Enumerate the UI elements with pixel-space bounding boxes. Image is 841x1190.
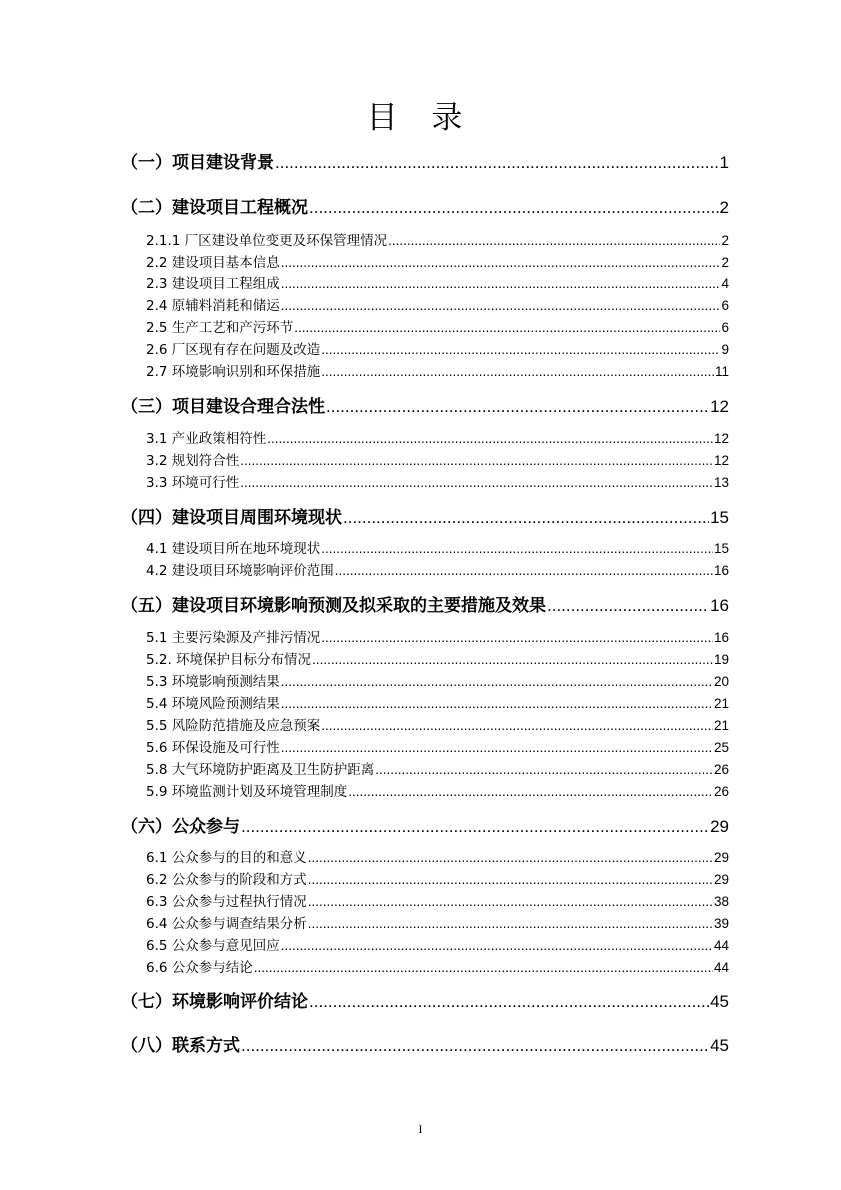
toc-entry-label: 6.2 公众参与的阶段和方式 <box>146 872 307 888</box>
toc-entry-label: 6.4 公众参与调查结果分析 <box>146 916 307 932</box>
toc-entry-page: 16 <box>713 630 729 645</box>
toc-leader-dots <box>321 342 720 357</box>
toc-chapter-entry[interactable] <box>121 193 729 218</box>
toc-entry-page: 21 <box>713 696 729 711</box>
toc-leader-dots <box>321 718 713 733</box>
toc-entry-label: 5.2. 环境保护目标分布情况 <box>146 652 312 668</box>
toc-entry-label: 5.4 环境风险预测结果 <box>146 696 280 712</box>
toc-leader-dots <box>281 674 713 689</box>
toc-section-entry[interactable] <box>146 316 729 336</box>
toc-leader-dots <box>348 784 713 799</box>
toc-leader-dots <box>309 992 709 1012</box>
toc-entry-page: 9 <box>721 342 729 357</box>
toc-leader-dots <box>308 850 713 865</box>
toc-entry-label: 2.6 厂区现有存在问题及改造 <box>146 342 321 358</box>
toc-leader-dots <box>267 431 713 446</box>
toc-entry-page: 16 <box>713 563 729 578</box>
toc-section-entry[interactable] <box>146 272 729 292</box>
toc-section-entry[interactable] <box>146 758 729 778</box>
toc-section-entry[interactable] <box>146 714 729 734</box>
toc-entry-label: 4.1 建设项目所在地环境现状 <box>146 541 321 557</box>
toc-leader-dots <box>281 298 721 313</box>
toc-leader-dots <box>547 596 709 616</box>
toc-entry-label: 6.5 公众参与意见回应 <box>146 938 280 954</box>
toc-entry-page: 1 <box>719 153 729 172</box>
toc-leader-dots <box>343 508 709 528</box>
toc-entry-page: 29 <box>713 850 729 865</box>
toc-entry-label: 5.9 环境监测计划及环境管理制度 <box>146 784 348 800</box>
toc-section-entry[interactable] <box>146 780 729 800</box>
toc-title: 目 录 <box>366 100 475 136</box>
toc-chapter-entry[interactable] <box>121 591 729 616</box>
toc-leader-dots <box>275 153 719 173</box>
toc-section-entry[interactable] <box>146 449 729 469</box>
toc-leader-dots <box>240 453 713 468</box>
toc-entry-label: 4.2 建设项目环境影响评价范围 <box>146 563 334 579</box>
toc-entry-label: （三）项目建设合理合法性 <box>121 397 325 417</box>
toc-leader-dots <box>308 916 713 931</box>
toc-section-entry[interactable] <box>146 912 729 932</box>
toc-leader-dots <box>308 872 713 887</box>
toc-entry-label: 2.2 建设项目基本信息 <box>146 255 280 271</box>
toc-leader-dots <box>321 541 713 556</box>
toc-leader-dots <box>312 652 713 667</box>
toc-chapter-entry[interactable] <box>121 503 729 528</box>
toc-section-entry[interactable] <box>146 294 729 314</box>
toc-section-entry[interactable] <box>146 559 729 579</box>
toc-entry-page: 20 <box>713 674 729 689</box>
toc-leader-dots <box>281 276 721 291</box>
toc-leader-dots <box>388 233 720 248</box>
toc-entry-page: 25 <box>713 740 729 755</box>
toc-entry-page: 26 <box>713 762 729 777</box>
page-number: I <box>418 1122 423 1136</box>
toc-section-entry[interactable] <box>146 626 729 646</box>
toc-entry-page: 12 <box>713 453 729 468</box>
toc-entry-page: 44 <box>713 960 729 975</box>
toc-section-entry[interactable] <box>146 934 729 954</box>
toc-section-entry[interactable] <box>146 956 729 976</box>
toc-entry-label: 5.6 环保设施及可行性 <box>146 740 280 756</box>
toc-entry-page: 39 <box>713 916 729 931</box>
toc-section-entry[interactable] <box>146 868 729 888</box>
toc-leader-dots <box>321 364 714 379</box>
toc-chapter-entry[interactable] <box>121 812 729 837</box>
toc-section-entry[interactable] <box>146 229 729 249</box>
toc-entry-label: （四）建设项目周围环境现状 <box>121 508 342 528</box>
toc-leader-dots <box>326 397 709 417</box>
toc-chapter-entry[interactable] <box>121 148 729 173</box>
toc-entry-page: 6 <box>721 320 729 335</box>
toc-section-entry[interactable] <box>146 890 729 910</box>
toc-entry-label: （七）环境影响评价结论 <box>121 992 308 1012</box>
toc-entry-label: 3.1 产业政策相符性 <box>146 431 267 447</box>
toc-chapter-entry[interactable] <box>121 392 729 417</box>
toc-entry-label: 3.2 规划符合性 <box>146 453 240 469</box>
toc-leader-dots <box>281 696 713 711</box>
toc-chapter-entry[interactable] <box>121 987 729 1012</box>
toc-entry-label: （五）建设项目环境影响预测及拟采取的主要措施及效果 <box>121 596 546 616</box>
toc-entry-page: 2 <box>721 255 729 270</box>
toc-leader-dots <box>375 762 713 777</box>
toc-section-entry[interactable] <box>146 846 729 866</box>
toc-entry-page: 21 <box>713 718 729 733</box>
toc-entry-page: 29 <box>710 817 729 836</box>
toc-entry-page: 45 <box>710 992 729 1011</box>
toc-entry-label: 5.8 大气环境防护距离及卫生防护距离 <box>146 762 375 778</box>
toc-entry-label: 2.7 环境影响识别和环保措施 <box>146 364 321 380</box>
toc-chapter-entry[interactable] <box>121 1031 729 1056</box>
toc-entry-page: 2 <box>721 233 729 248</box>
toc-entry-label: 2.5 生产工艺和产污环节 <box>146 320 294 336</box>
toc-entry-page: 13 <box>713 475 729 490</box>
toc-entry-label: 6.3 公众参与过程执行情况 <box>146 894 307 910</box>
toc-leader-dots <box>321 630 713 645</box>
toc-entry-page: 16 <box>710 596 729 615</box>
toc-entry-label: （二）建设项目工程概况 <box>121 198 308 218</box>
toc-entry-page: 44 <box>713 938 729 953</box>
toc-entry-page: 15 <box>713 541 729 556</box>
toc-section-entry[interactable] <box>146 670 729 690</box>
toc-entry-label: 2.3 建设项目工程组成 <box>146 276 280 292</box>
toc-section-entry[interactable] <box>146 360 729 380</box>
toc-entry-label: 5.5 风险防范措施及应急预案 <box>146 718 321 734</box>
toc-section-entry[interactable] <box>146 648 729 668</box>
toc-entry-label: （一）项目建设背景 <box>121 153 274 173</box>
toc-section-entry[interactable] <box>146 736 729 756</box>
toc-entry-page: 12 <box>713 431 729 446</box>
toc-entry-page: 4 <box>721 276 729 291</box>
toc-leader-dots <box>241 1036 709 1056</box>
toc-entry-label: 5.1 主要污染源及产排污情况 <box>146 630 321 646</box>
toc-leader-dots <box>254 960 713 975</box>
toc-leader-dots <box>281 255 721 270</box>
toc-leader-dots <box>281 740 713 755</box>
toc-section-entry[interactable] <box>146 692 729 712</box>
toc-entry-page: 15 <box>710 508 729 527</box>
toc-entry-page: 6 <box>721 298 729 313</box>
toc-leader-dots <box>294 320 720 335</box>
toc-entry-page: 26 <box>713 784 729 799</box>
toc-entry-page: 45 <box>710 1036 729 1055</box>
toc-entry-label: 3.3 环境可行性 <box>146 475 240 491</box>
toc-entry-label: 6.6 公众参与结论 <box>146 960 253 976</box>
toc-entry-label: 5.3 环境影响预测结果 <box>146 674 280 690</box>
toc-leader-dots <box>309 198 719 218</box>
toc-leader-dots <box>281 938 713 953</box>
toc-section-entry[interactable] <box>146 537 729 557</box>
toc-entry-page: 12 <box>710 397 729 416</box>
toc-entry-label: 2.1.1 厂区建设单位变更及环保管理情况 <box>146 233 388 249</box>
toc-entry-page: 38 <box>713 894 729 909</box>
toc-leader-dots <box>241 817 709 837</box>
toc-leader-dots <box>308 894 713 909</box>
toc-leader-dots <box>335 563 713 578</box>
toc-section-entry[interactable] <box>146 251 729 271</box>
toc-entry-label: 2.4 原辅料消耗和储运 <box>146 298 280 314</box>
toc-section-entry[interactable] <box>146 427 729 447</box>
toc-entry-label: 6.1 公众参与的目的和意义 <box>146 850 307 866</box>
toc-entry-page: 19 <box>713 652 729 667</box>
toc-leader-dots <box>240 475 713 490</box>
toc-entry-page: 29 <box>713 872 729 887</box>
toc-section-entry[interactable] <box>146 471 729 491</box>
toc-section-entry[interactable] <box>146 338 729 358</box>
toc-entry-label: （六）公众参与 <box>121 817 240 837</box>
toc-entry-page: 11 <box>714 364 729 379</box>
toc-entry-label: （八）联系方式 <box>121 1036 240 1056</box>
toc-entry-page: 2 <box>719 198 729 217</box>
